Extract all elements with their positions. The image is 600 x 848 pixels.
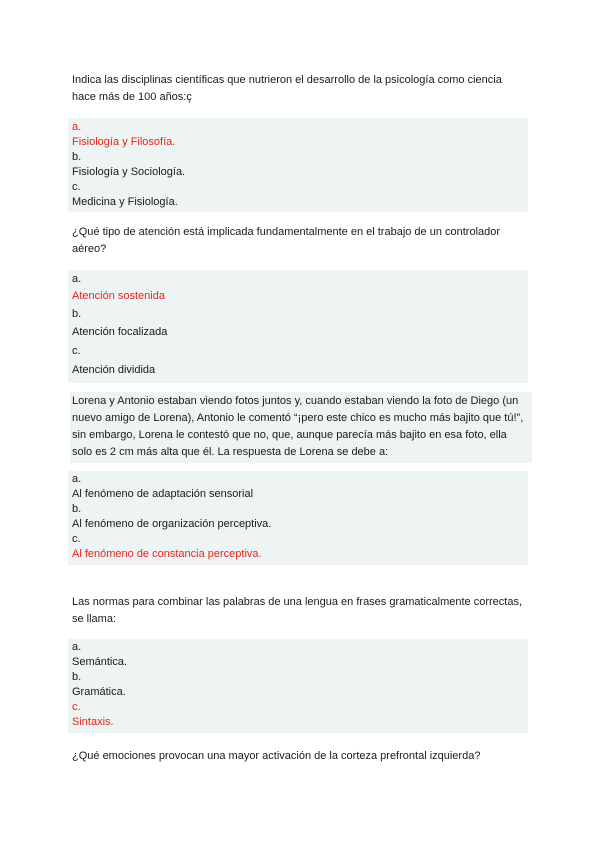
question-5 <box>72 748 532 765</box>
option-letter: c. <box>72 181 81 193</box>
option-text: Atención dividida <box>72 364 156 376</box>
question-1 <box>72 72 532 106</box>
option-text: Gramática. <box>72 686 126 698</box>
question-4-line-1: Las normas para combinar las palabras de una lengua en frases gramaticalmente correctas, <box>72 596 523 608</box>
option-letter: c. <box>72 701 81 713</box>
option-letter: b. <box>72 671 82 683</box>
option-text: Al fenómeno de adaptación sensorial <box>72 488 254 500</box>
question-3-line-2: nuevo amigo de Lorena), Antonio le comentó “¡pero este chico es mucho más bajito que tú!”, <box>72 412 524 424</box>
question-5-line-1: ¿Qué emociones provocan una mayor activación de la corteza prefrontal izquierda? <box>72 750 481 762</box>
option-text: Fisiología y Sociología. <box>72 166 186 178</box>
question-3 <box>70 392 532 463</box>
question-4 <box>72 594 532 628</box>
question-3-options <box>68 471 528 565</box>
option-letter: c. <box>72 533 81 545</box>
question-1-options <box>68 118 528 212</box>
question-2 <box>72 224 532 258</box>
option-text: Medicina y Fisiología. <box>72 196 178 208</box>
option-letter: a. <box>72 273 82 285</box>
option-text: Semántica. <box>72 656 128 668</box>
question-3-line-3: sin embargo, Lorena le contestó que no, que, aunque parecía más bajito en esa foto, ella <box>72 429 507 441</box>
option-text-correct: Atención sostenida <box>72 290 165 302</box>
option-text-correct: Al fenómeno de constancia perceptiva. <box>72 548 262 560</box>
option-letter: b. <box>72 151 82 163</box>
option-letter: b. <box>72 503 82 515</box>
question-3-line-1: Lorena y Antonio estaban viendo fotos juntos y, cuando estaban viendo la foto de Diego (un <box>72 395 519 407</box>
option-text-correct: Fisiología y Filosofía. <box>72 136 176 148</box>
option-letter: a. <box>72 641 82 653</box>
question-4-line-2: se llama: <box>72 613 117 625</box>
question-1-line-1: Indica las disciplinas científicas que nutrieron el desarrollo de la psicología como ciencia <box>72 74 502 86</box>
question-2-line-1: ¿Qué tipo de atención está implicada fundamentalmente en el trabajo de un controlador <box>72 226 501 238</box>
option-letter: a. <box>72 121 82 133</box>
question-4-options <box>68 639 528 733</box>
option-text: Al fenómeno de organización perceptiva. <box>72 518 272 530</box>
option-letter: b. <box>72 308 82 320</box>
question-2-options <box>68 270 528 383</box>
question-3-line-4: solo es 2 cm más alta que él. La respuesta de Lorena se debe a: <box>72 446 389 458</box>
question-2-line-2: aéreo? <box>72 243 107 255</box>
option-letter: c. <box>72 345 81 357</box>
option-letter: a. <box>72 473 82 485</box>
option-text-correct: Sintaxis. <box>72 716 114 728</box>
option-text: Atención focalizada <box>72 326 168 338</box>
question-1-line-2: hace más de 100 años:ç <box>72 91 192 103</box>
